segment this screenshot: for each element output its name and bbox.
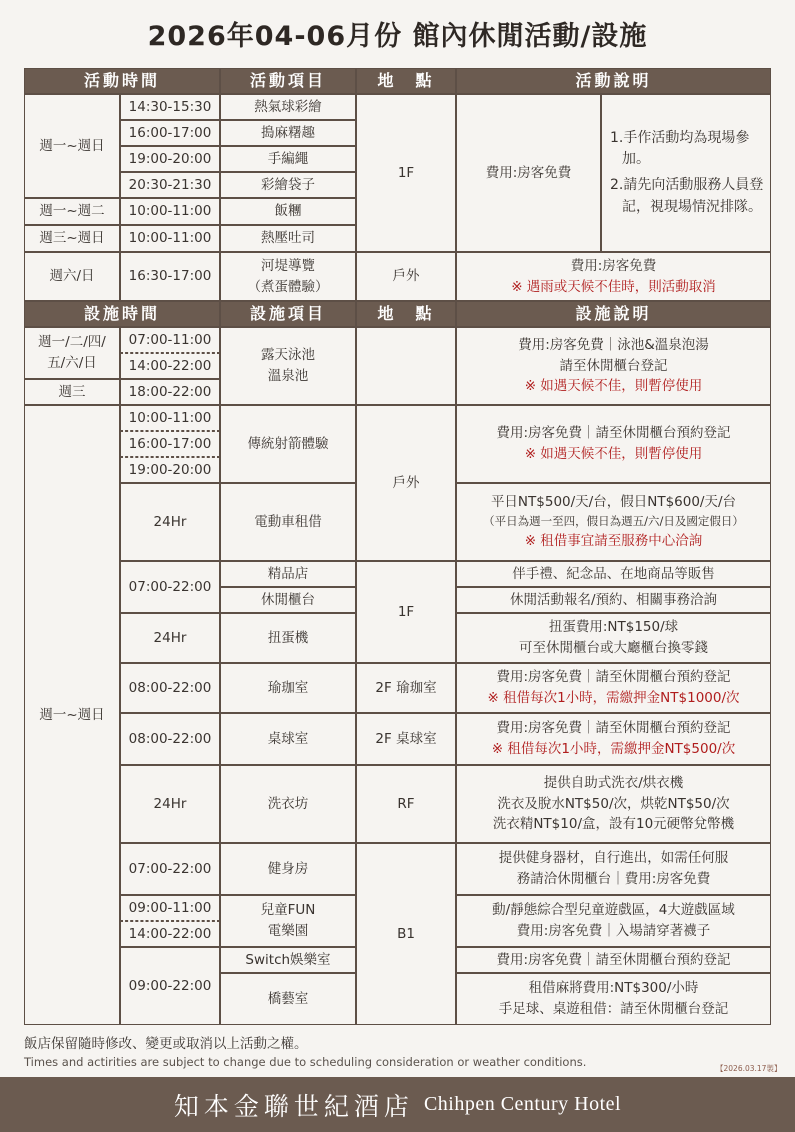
archery-desc-2: ※ 如遇天候不佳，則暫停使用 <box>524 446 703 462</box>
bridge-room-name: 橋藝室 <box>220 973 356 1025</box>
pool-time-2: 14:00-22:00 <box>120 353 220 379</box>
kids-name-2: 電樂園 <box>267 923 309 939</box>
yoga-desc-1: 費用:房客免費｜請至休閒櫃台預約登記 <box>496 669 731 686</box>
facility-day-mon-sun: 週一~週日 <box>24 405 120 1025</box>
archery-name: 傳統射箭體驗 <box>220 405 356 483</box>
activity-item-6: 熱壓吐司 <box>220 225 356 252</box>
activity-item-7-line1: 河堤導覽 <box>261 257 315 274</box>
activity-fee: 費用:房客免費 <box>456 94 601 252</box>
bridge-room-desc <box>456 973 771 1025</box>
schedule-table <box>24 68 771 1025</box>
activity-item-2: 搗麻糬趣 <box>220 120 356 146</box>
ev-desc-1: 平日NT$500/天/台，假日NT$600/天/台 <box>490 494 737 511</box>
game-room-time: 09:00-22:00 <box>120 947 220 1025</box>
pool-name <box>220 327 356 405</box>
disclaimer-cn: 飯店保留隨時修改、變更或取消以上活動之權。 <box>24 1036 308 1052</box>
kids-desc-2: 費用:房客免費｜入場請穿著襪子 <box>516 923 711 939</box>
ev-time: 24Hr <box>120 483 220 561</box>
activity-time-6: 10:00-11:00 <box>120 225 220 252</box>
gym-desc <box>456 843 771 895</box>
activity-time-3: 19:00-20:00 <box>120 146 220 172</box>
activity-note-2: 2.請先向活動服務人員登記，視現場情況排隊。 <box>610 177 764 215</box>
bridge-room-desc-2: 手足球、桌遊租借：請至休閒櫃台登記 <box>498 1001 729 1017</box>
gym-time: 07:00-22:00 <box>120 843 220 895</box>
facility-location-1f: 1F <box>356 561 456 663</box>
archery-desc-1: 費用:房客免費｜請至休閒櫃台預約登記 <box>496 425 731 442</box>
yoga-desc-2: ※ 租借每次1小時，需繳押金NT$1000/次 <box>487 690 740 706</box>
switch-room-desc: 費用:房客免費｜請至休閒櫃台預約登記 <box>456 947 771 973</box>
shop-desc: 伴手禮、紀念品、在地商品等販售 <box>456 561 771 587</box>
yoga-desc <box>456 663 771 713</box>
activity-day-mon-sun: 週一~週日 <box>24 94 120 198</box>
activity-time-header: 活動時間 <box>24 68 220 94</box>
kids-desc-1: 動/靜態綜合型兒童遊戲區，4大遊戲區域 <box>492 902 735 919</box>
activity-item-3: 手編繩 <box>220 146 356 172</box>
facility-desc-header: 設施說明 <box>456 301 771 327</box>
pool-time-1: 07:00-11:00 <box>120 327 220 353</box>
laundry-location: RF <box>356 765 456 843</box>
facility-location-outdoor: 戶外 <box>356 405 456 561</box>
activity-desc-7-fee: 費用:房客免費 <box>570 257 657 274</box>
switch-room-name: Switch娛樂室 <box>220 947 356 973</box>
pingpong-location: 2F 桌球室 <box>356 713 456 765</box>
shop-time: 07:00-22:00 <box>120 561 220 613</box>
activity-item-5: 飯糰 <box>220 198 356 225</box>
facility-item-header: 設施項目 <box>220 301 356 327</box>
pingpong-time: 08:00-22:00 <box>120 713 220 765</box>
ev-desc <box>456 483 771 561</box>
archery-time-3: 19:00-20:00 <box>120 457 220 483</box>
kids-desc <box>456 895 771 947</box>
activity-notes <box>601 94 771 252</box>
kids-time-1: 09:00-11:00 <box>120 895 220 921</box>
ev-desc-3: ※ 租借事宜請至服務中心洽詢 <box>524 532 703 549</box>
gym-desc-1: 提供健身器材，自行進出，如需任何服 <box>498 850 729 867</box>
laundry-desc-2: 洗衣及脫水NT$50/次，烘乾NT$50/次 <box>497 795 730 812</box>
pool-desc <box>456 327 771 405</box>
archery-time-1: 10:00-11:00 <box>120 405 220 431</box>
yoga-location: 2F 瑜珈室 <box>356 663 456 713</box>
yoga-name: 瑜珈室 <box>220 663 356 713</box>
activity-location-header: 地 點 <box>356 68 456 94</box>
pingpong-desc <box>456 713 771 765</box>
gym-desc-2: 務請洽休閒櫃台｜費用:房客免費 <box>516 871 711 887</box>
ev-desc-2: （平日為週一至四，假日為週五/六/日及國定假日） <box>483 514 744 529</box>
facility-location-header: 地 點 <box>356 301 456 327</box>
laundry-time: 24Hr <box>120 765 220 843</box>
activity-desc-7-rain: ※ 遇雨或天候不佳時，則活動取消 <box>511 278 716 295</box>
archery-time-2: 16:00-17:00 <box>120 431 220 457</box>
brand-name-cn: 知本金聯世紀酒店 <box>173 1091 414 1121</box>
pool-name-2: 溫泉池 <box>267 368 309 384</box>
page-title: 2026年04-06月份 館內休閒活動/設施 <box>147 21 648 52</box>
footer-brand <box>0 1077 795 1132</box>
gacha-desc-1: 扭蛋費用:NT$150/球 <box>548 619 679 636</box>
kids-time-2: 14:00-22:00 <box>120 921 220 947</box>
archery-desc <box>456 405 771 483</box>
laundry-desc-3: 洗衣精NT$10/盒，設有10元硬幣兌幣機 <box>492 816 735 833</box>
activity-time-2: 16:00-17:00 <box>120 120 220 146</box>
activity-item-7 <box>220 252 356 301</box>
gacha-time: 24Hr <box>120 613 220 663</box>
activity-note-1: 1.手作活動均為現場參加。 <box>610 129 750 168</box>
activity-item-1: 熱氣球彩繪 <box>220 94 356 120</box>
pool-name-1: 露天泳池 <box>261 347 315 364</box>
disclaimer-en: Times and actirities are subject to change due to scheduling consideration or weather conditions. <box>24 1055 587 1069</box>
pool-time-3: 18:00-22:00 <box>120 379 220 405</box>
activity-time-4: 20:30-21:30 <box>120 172 220 198</box>
bridge-room-desc-1: 租借麻將費用:NT$300/小時 <box>528 980 699 997</box>
facility-time-header: 設施時間 <box>24 301 220 327</box>
gacha-name: 扭蛋機 <box>220 613 356 663</box>
disclaimer <box>24 1032 774 1069</box>
desk-name: 休閒櫃台 <box>220 587 356 613</box>
pool-desc-3: ※ 如遇天候不佳，則暫停使用 <box>524 378 703 395</box>
activity-item-7-line2: （煮蛋體驗） <box>247 278 329 295</box>
activity-desc-header: 活動說明 <box>456 68 771 94</box>
yoga-time: 08:00-22:00 <box>120 663 220 713</box>
pool-day-group: 週一/二/四/五/六/日 <box>24 327 120 379</box>
gym-name: 健身房 <box>220 843 356 895</box>
activity-location-1f: 1F <box>356 94 456 252</box>
gacha-desc <box>456 613 771 663</box>
laundry-desc <box>456 765 771 843</box>
activity-item-4: 彩繪袋子 <box>220 172 356 198</box>
laundry-desc-1: 提供自助式洗衣/烘衣機 <box>543 774 684 791</box>
brand-name-en: Chihpen Century Hotel <box>423 1093 622 1115</box>
pool-day-wed: 週三 <box>24 379 120 405</box>
pool-desc-2: 請至休閒櫃台登記 <box>559 357 668 374</box>
pingpong-desc-2: ※ 租借每次1小時，需繳押金NT$500/次 <box>491 741 736 757</box>
pool-location <box>356 327 456 405</box>
ev-name: 電動車租借 <box>220 483 356 561</box>
print-date: 【2026.03.17製】 <box>716 1064 782 1073</box>
activity-time-5: 10:00-11:00 <box>120 198 220 225</box>
activity-location-outdoor: 戶外 <box>356 252 456 301</box>
gacha-desc-2: 可至休閒櫃台或大廳櫃台換零錢 <box>519 640 708 656</box>
pingpong-desc-1: 費用:房客免費｜請至休閒櫃台預約登記 <box>496 720 731 737</box>
facility-location-b1: B1 <box>356 843 456 1025</box>
activity-time-7: 16:30-17:00 <box>120 252 220 301</box>
activity-item-header: 活動項目 <box>220 68 356 94</box>
kids-name <box>220 895 356 947</box>
activity-day-mon-tue: 週一~週二 <box>24 198 120 225</box>
pool-desc-1: 費用:房客免費｜泳池&溫泉泡湯 <box>518 336 709 353</box>
kids-name-1: 兒童FUN <box>260 902 316 919</box>
laundry-name: 洗衣坊 <box>220 765 356 843</box>
activity-time-1: 14:30-15:30 <box>120 94 220 120</box>
activity-day-sat-sun: 週六/日 <box>24 252 120 301</box>
activity-day-wed-sun: 週三~週日 <box>24 225 120 252</box>
shop-name: 精品店 <box>220 561 356 587</box>
desk-desc: 休閒活動報名/預約、相關事務洽詢 <box>456 587 771 613</box>
activity-desc-7 <box>456 252 771 301</box>
pingpong-name: 桌球室 <box>220 713 356 765</box>
